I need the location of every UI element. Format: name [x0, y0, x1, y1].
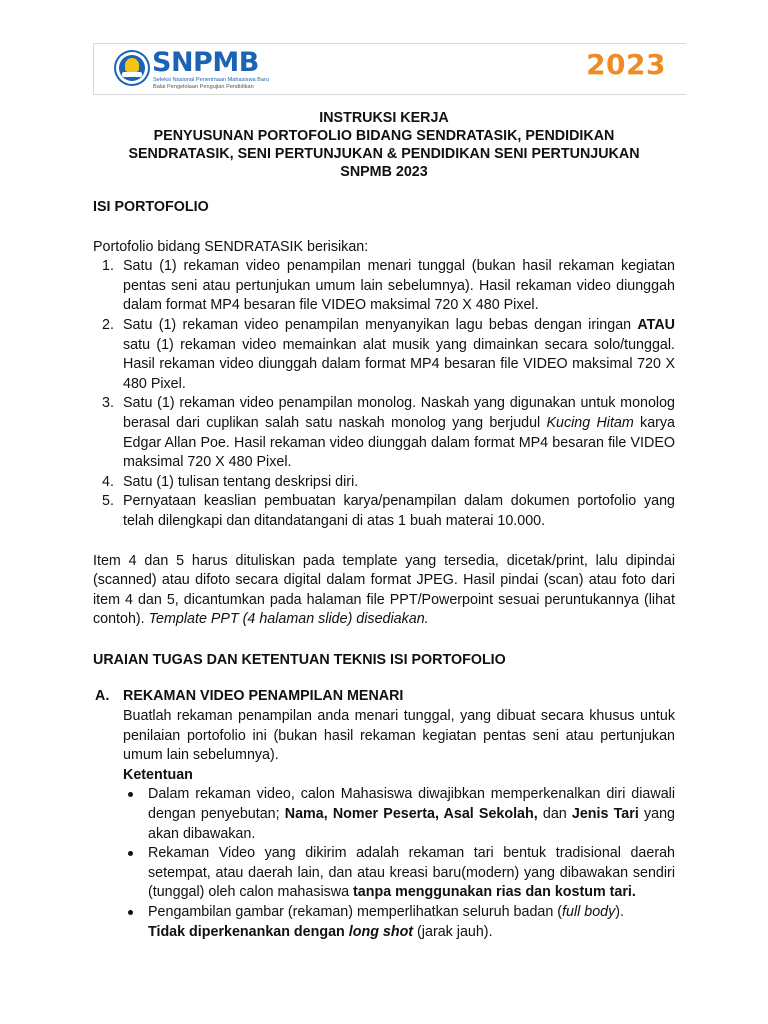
- title-line-2: PENYUSUNAN PORTOFOLIO BIDANG SENDRATASIK, PENDIDIKAN: [153, 128, 615, 144]
- portfolio-items-list: [93, 257, 675, 531]
- item-text: ).: [615, 904, 625, 920]
- item-text: Satu (1) rekaman video penampilan menyanyikan lagu bebas dengan iringan: [123, 316, 638, 333]
- item-text: Satu (1) rekaman video penampilan menari tunggal (bukan hasil rekaman kegiatan pentas seni atau pertunjukan umum lain sebelumnya). Hasil rekaman video diunggah dalam format MP4 besaran file VIDEO maksimal 720 X 480 Pixel.: [123, 258, 675, 314]
- item-text: (jarak jauh).: [413, 923, 493, 940]
- ketentuan-wrapper: [93, 785, 675, 942]
- note-paragraph: [93, 552, 675, 630]
- item-emphasis: [148, 924, 413, 940]
- item-text: Satu (1) tulisan tentang deskripsi diri.: [123, 473, 359, 490]
- list-item: [123, 316, 675, 394]
- logo-tagline: Balai Pengelolaan Pengujian Pendidikan: [153, 84, 254, 90]
- item-italic: full body: [562, 904, 616, 920]
- section-heading-uraian: URAIAN TUGAS DAN KETENTUAN TEKNIS ISI PORTOFOLIO: [93, 651, 506, 668]
- item-text: Pengambilan gambar (rekaman) memperlihatkan seluruh badan (: [148, 904, 563, 920]
- list-item: [148, 844, 675, 903]
- item-emphasis: tanpa menggunakan rias dan kostum tari.: [353, 884, 636, 901]
- item-text: dan: [537, 806, 572, 823]
- note-italic: Template PPT (4 halaman slide) disediakan.: [148, 611, 429, 628]
- list-item: [123, 394, 675, 472]
- section-heading-isi: ISI PORTOFOLIO: [93, 199, 209, 215]
- list-item: [148, 903, 675, 942]
- title-line-4: SNPMB 2023: [340, 164, 428, 180]
- subsection-a-heading: [93, 687, 675, 707]
- item-text: Tidak diperkenankan dengan: [148, 923, 349, 940]
- ketentuan-label: Ketentuan: [123, 766, 193, 783]
- item-text: yang akan dibawakan.: [148, 806, 675, 842]
- item-text: satu (1) rekaman video memainkan alat musik yang dimainkan secara solo/tunggal. Hasil rekaman video diunggah dalam format MP4 besaran file VIDEO maksimal 720 X 480 Pixel.: [123, 336, 675, 392]
- list-item: [123, 492, 675, 531]
- item-text: Pernyataan keaslian pembuatan karya/penampilan dalam dokumen portofolio yang telah dilengkapi dan ditandatangani di atas 1 buah materai 10.000.: [123, 493, 675, 529]
- item-text: Satu (1) rekaman video penampilan monolog. Naskah yang digunakan untuk monolog berasal dari cuplikan salah satu naskah monolog yang berjudul: [123, 395, 675, 431]
- title-line-1: INSTRUKSI KERJA: [319, 110, 449, 126]
- header-year: 2023: [586, 48, 666, 81]
- tut-wuri-handayani-icon: [116, 52, 148, 84]
- list-item: [123, 257, 675, 316]
- item-text: Rekaman Video yang dikirim adalah rekaman tari bentuk tradisional daerah setempat, atau daerah lain, dan atau kreasi baru(modern) yang dibawakan sendiri (tunggal) oleh calon mahasiswa: [148, 845, 675, 901]
- snpmb-logo: [116, 47, 286, 92]
- item-emphasis: Nama, Nomer Peserta, Asal Sekolah,: [284, 806, 538, 823]
- page-header: [93, 43, 686, 95]
- logo-text: SNPMB: [152, 47, 259, 78]
- item-text: Dalam rekaman video, calon Mahasiswa diwajibkan memperkenalkan diri diawali dengan penyebutan;: [148, 786, 675, 823]
- item-text: karya Edgar Allan Poe. Hasil rekaman video diunggah dalam format MP4 besaran file VIDEO maksimal 720 X 480 Pixel.: [123, 414, 676, 471]
- list-item: [123, 473, 675, 493]
- note-text: Item 4 dan 5 harus dituliskan pada template yang tersedia, dicetak/print, lalu dipindai (scanned) atau difoto secara digital dalam format JPEG. Hasil pindai (scan) atau foto dari item 4 dan 5, dicantumkan pada halaman file PPT/Powerpoint sesuai peruntukannya (lihat contoh).: [93, 552, 675, 628]
- item-italic: Kucing Hitam: [546, 414, 634, 431]
- item-emphasis: Jenis Tari: [571, 806, 639, 823]
- title-line-3: SENDRATASIK, SENI PERTUNJUKAN & PENDIDIKAN SENI PERTUNJUKAN: [128, 146, 640, 162]
- item-emphasis: ATAU: [637, 316, 675, 333]
- subsection-letter: A.: [95, 688, 110, 705]
- subsection-title: REKAMAN VIDEO PENAMPILAN MENARI: [123, 688, 404, 705]
- item-italic: long shot: [348, 923, 414, 940]
- document-body: [93, 109, 675, 942]
- document-title: [93, 109, 675, 181]
- subsection-a-description: Buatlah rekaman penampilan anda menari tunggal, yang dibuat secara khusus untuk penilaian portofolio ini (bukan hasil rekaman kegiatan pentas seni atau pertunjukan umum lain sebelumnya).: [123, 708, 675, 764]
- ketentuan-list: [123, 785, 675, 942]
- intro-text: Portofolio bidang SENDRATASIK berisikan:: [93, 238, 369, 255]
- list-item: [148, 785, 675, 844]
- logo-subtitle: Seleksi Nasional Penerimaan Mahasiswa Baru: [153, 77, 269, 83]
